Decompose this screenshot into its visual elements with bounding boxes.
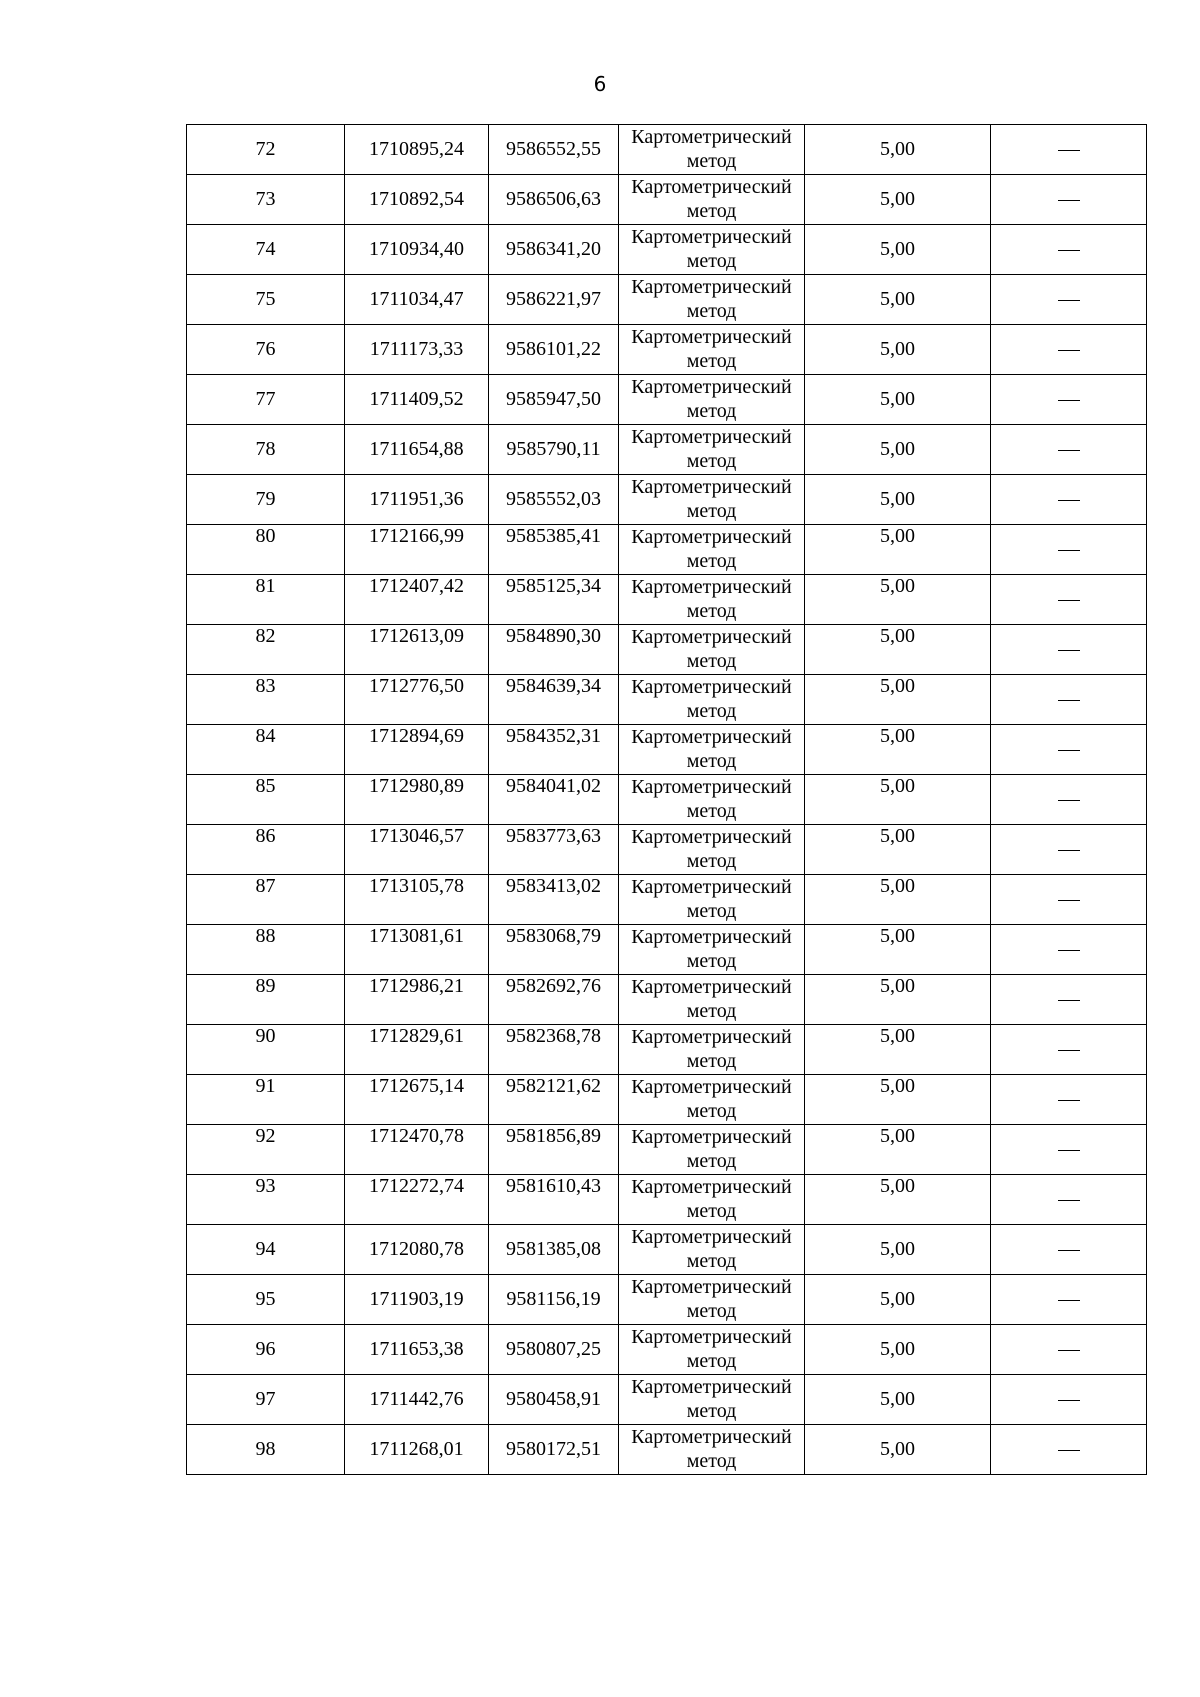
table-row <box>187 1125 1147 1175</box>
method-cell: Картометрический метод <box>619 1025 805 1075</box>
note-text <box>1080 238 1081 239</box>
method-cell: Картометрический метод <box>619 375 805 425</box>
x-coordinate-cell: 1712407,42 <box>345 575 489 625</box>
note-text <box>1080 638 1081 639</box>
precision-cell: 5,00 <box>805 825 991 875</box>
dash-mark <box>1058 750 1080 751</box>
method-cell: Картометрический метод <box>619 275 805 325</box>
dash-mark <box>1058 1250 1080 1251</box>
note-cell <box>991 1275 1147 1325</box>
x-coordinate-cell: 1711903,19 <box>345 1275 489 1325</box>
x-coordinate-cell: 1712613,09 <box>345 625 489 675</box>
table-row <box>187 1275 1147 1325</box>
dash-mark <box>1058 350 1080 351</box>
y-coordinate-cell: 9584639,34 <box>489 675 619 725</box>
table-row <box>187 125 1147 175</box>
table-row <box>187 725 1147 775</box>
x-coordinate-cell: 1711653,38 <box>345 1325 489 1375</box>
x-coordinate-cell: 1712080,78 <box>345 1225 489 1275</box>
point-number-cell: 80 <box>187 525 345 575</box>
note-text <box>1080 688 1081 689</box>
precision-cell: 5,00 <box>805 325 991 375</box>
precision-cell: 5,00 <box>805 975 991 1025</box>
dash-mark <box>1058 600 1080 601</box>
x-coordinate-cell: 1710892,54 <box>345 175 489 225</box>
dash-mark <box>1058 250 1080 251</box>
point-number-cell: 98 <box>187 1425 345 1475</box>
note-cell <box>991 125 1147 175</box>
point-number-cell: 91 <box>187 1075 345 1125</box>
method-cell: Картометрический метод <box>619 875 805 925</box>
precision-cell: 5,00 <box>805 125 991 175</box>
note-cell <box>991 725 1147 775</box>
point-number-cell: 73 <box>187 175 345 225</box>
note-cell <box>991 225 1147 275</box>
y-coordinate-cell: 9581856,89 <box>489 1125 619 1175</box>
x-coordinate-cell: 1710895,24 <box>345 125 489 175</box>
dash-mark <box>1058 1100 1080 1101</box>
note-text <box>1080 438 1081 439</box>
note-text <box>1080 1188 1081 1189</box>
dash-mark <box>1058 950 1080 951</box>
x-coordinate-cell: 1712829,61 <box>345 1025 489 1075</box>
dash-mark <box>1058 550 1080 551</box>
note-text <box>1080 988 1081 989</box>
method-cell: Картометрический метод <box>619 625 805 675</box>
y-coordinate-cell: 9586506,63 <box>489 175 619 225</box>
point-number-cell: 92 <box>187 1125 345 1175</box>
y-coordinate-cell: 9581610,43 <box>489 1175 619 1225</box>
table-row <box>187 1075 1147 1125</box>
point-number-cell: 82 <box>187 625 345 675</box>
table-row <box>187 1375 1147 1425</box>
table-row <box>187 975 1147 1025</box>
note-text <box>1080 138 1081 139</box>
method-cell: Картометрический метод <box>619 925 805 975</box>
precision-cell: 5,00 <box>805 225 991 275</box>
y-coordinate-cell: 9580172,51 <box>489 1425 619 1475</box>
method-cell: Картометрический метод <box>619 1175 805 1225</box>
dash-mark <box>1058 850 1080 851</box>
table-row <box>187 375 1147 425</box>
x-coordinate-cell: 1711034,47 <box>345 275 489 325</box>
precision-cell: 5,00 <box>805 675 991 725</box>
y-coordinate-cell: 9583773,63 <box>489 825 619 875</box>
x-coordinate-cell: 1711442,76 <box>345 1375 489 1425</box>
note-cell <box>991 375 1147 425</box>
dash-mark <box>1058 1400 1080 1401</box>
precision-cell: 5,00 <box>805 1425 991 1475</box>
method-cell: Картометрический метод <box>619 1125 805 1175</box>
note-text <box>1080 738 1081 739</box>
x-coordinate-cell: 1710934,40 <box>345 225 489 275</box>
note-text <box>1080 1438 1081 1439</box>
coordinates-table-body <box>187 125 1147 1475</box>
note-text <box>1080 488 1081 489</box>
dash-mark <box>1058 1300 1080 1301</box>
precision-cell: 5,00 <box>805 425 991 475</box>
precision-cell: 5,00 <box>805 1025 991 1075</box>
point-number-cell: 79 <box>187 475 345 525</box>
method-cell: Картометрический метод <box>619 1275 805 1325</box>
x-coordinate-cell: 1713105,78 <box>345 875 489 925</box>
y-coordinate-cell: 9580807,25 <box>489 1325 619 1375</box>
y-coordinate-cell: 9581156,19 <box>489 1275 619 1325</box>
dash-mark <box>1058 300 1080 301</box>
method-cell: Картометрический метод <box>619 325 805 375</box>
y-coordinate-cell: 9580458,91 <box>489 1375 619 1425</box>
point-number-cell: 81 <box>187 575 345 625</box>
method-cell: Картометрический метод <box>619 775 805 825</box>
note-text <box>1080 938 1081 939</box>
point-number-cell: 83 <box>187 675 345 725</box>
x-coordinate-cell: 1712470,78 <box>345 1125 489 1175</box>
y-coordinate-cell: 9586341,20 <box>489 225 619 275</box>
note-cell <box>991 675 1147 725</box>
note-text <box>1080 838 1081 839</box>
method-cell: Картометрический метод <box>619 525 805 575</box>
method-cell: Картометрический метод <box>619 725 805 775</box>
table-row <box>187 875 1147 925</box>
x-coordinate-cell: 1713046,57 <box>345 825 489 875</box>
dash-mark <box>1058 450 1080 451</box>
precision-cell: 5,00 <box>805 275 991 325</box>
method-cell: Картометрический метод <box>619 1425 805 1475</box>
precision-cell: 5,00 <box>805 1125 991 1175</box>
x-coordinate-cell: 1712272,74 <box>345 1175 489 1225</box>
dash-mark <box>1058 500 1080 501</box>
note-text <box>1080 388 1081 389</box>
note-text <box>1080 188 1081 189</box>
method-cell: Картометрический метод <box>619 225 805 275</box>
dash-mark <box>1058 900 1080 901</box>
y-coordinate-cell: 9585552,03 <box>489 475 619 525</box>
precision-cell: 5,00 <box>805 875 991 925</box>
note-cell <box>991 1125 1147 1175</box>
method-cell: Картометрический метод <box>619 825 805 875</box>
method-cell: Картометрический метод <box>619 475 805 525</box>
point-number-cell: 95 <box>187 1275 345 1325</box>
x-coordinate-cell: 1711173,33 <box>345 325 489 375</box>
point-number-cell: 77 <box>187 375 345 425</box>
point-number-cell: 84 <box>187 725 345 775</box>
point-number-cell: 89 <box>187 975 345 1025</box>
point-number-cell: 87 <box>187 875 345 925</box>
table-row <box>187 1025 1147 1075</box>
point-number-cell: 74 <box>187 225 345 275</box>
y-coordinate-cell: 9584890,30 <box>489 625 619 675</box>
point-number-cell: 75 <box>187 275 345 325</box>
x-coordinate-cell: 1711654,88 <box>345 425 489 475</box>
x-coordinate-cell: 1712894,69 <box>345 725 489 775</box>
precision-cell: 5,00 <box>805 1075 991 1125</box>
note-text <box>1080 1338 1081 1339</box>
note-cell <box>991 525 1147 575</box>
point-number-cell: 96 <box>187 1325 345 1375</box>
note-cell <box>991 825 1147 875</box>
precision-cell: 5,00 <box>805 375 991 425</box>
dash-mark <box>1058 1150 1080 1151</box>
y-coordinate-cell: 9586101,22 <box>489 325 619 375</box>
precision-cell: 5,00 <box>805 625 991 675</box>
y-coordinate-cell: 9581385,08 <box>489 1225 619 1275</box>
note-text <box>1080 1088 1081 1089</box>
method-cell: Картометрический метод <box>619 175 805 225</box>
table-row <box>187 175 1147 225</box>
coordinates-table <box>186 124 1147 1475</box>
precision-cell: 5,00 <box>805 1225 991 1275</box>
method-cell: Картометрический метод <box>619 1225 805 1275</box>
precision-cell: 5,00 <box>805 925 991 975</box>
note-cell <box>991 875 1147 925</box>
precision-cell: 5,00 <box>805 525 991 575</box>
x-coordinate-cell: 1712986,21 <box>345 975 489 1025</box>
dash-mark <box>1058 1000 1080 1001</box>
precision-cell: 5,00 <box>805 1325 991 1375</box>
note-cell <box>991 1425 1147 1475</box>
note-text <box>1080 1388 1081 1389</box>
dash-mark <box>1058 400 1080 401</box>
precision-cell: 5,00 <box>805 1275 991 1325</box>
table-row <box>187 275 1147 325</box>
x-coordinate-cell: 1711409,52 <box>345 375 489 425</box>
note-cell <box>991 775 1147 825</box>
note-cell <box>991 175 1147 225</box>
precision-cell: 5,00 <box>805 1375 991 1425</box>
dash-mark <box>1058 1350 1080 1351</box>
note-cell <box>991 975 1147 1025</box>
method-cell: Картометрический метод <box>619 1325 805 1375</box>
dash-mark <box>1058 700 1080 701</box>
page-number: 6 <box>593 72 607 96</box>
precision-cell: 5,00 <box>805 1175 991 1225</box>
table-row <box>187 225 1147 275</box>
x-coordinate-cell: 1711268,01 <box>345 1425 489 1475</box>
dash-mark <box>1058 800 1080 801</box>
precision-cell: 5,00 <box>805 725 991 775</box>
note-cell <box>991 1175 1147 1225</box>
note-cell <box>991 625 1147 675</box>
method-cell: Картометрический метод <box>619 575 805 625</box>
x-coordinate-cell: 1712980,89 <box>345 775 489 825</box>
point-number-cell: 97 <box>187 1375 345 1425</box>
note-cell <box>991 475 1147 525</box>
y-coordinate-cell: 9586221,97 <box>489 275 619 325</box>
note-text <box>1080 1288 1081 1289</box>
note-text <box>1080 888 1081 889</box>
table-row <box>187 825 1147 875</box>
method-cell: Картометрический метод <box>619 425 805 475</box>
point-number-cell: 72 <box>187 125 345 175</box>
point-number-cell: 78 <box>187 425 345 475</box>
dash-mark <box>1058 1450 1080 1451</box>
table-row <box>187 1225 1147 1275</box>
dash-mark <box>1058 200 1080 201</box>
table-row <box>187 1175 1147 1225</box>
precision-cell: 5,00 <box>805 575 991 625</box>
method-cell: Картометрический метод <box>619 975 805 1025</box>
table-row <box>187 925 1147 975</box>
table-row <box>187 675 1147 725</box>
method-cell: Картометрический метод <box>619 125 805 175</box>
point-number-cell: 86 <box>187 825 345 875</box>
table-row <box>187 325 1147 375</box>
y-coordinate-cell: 9583068,79 <box>489 925 619 975</box>
method-cell: Картометрический метод <box>619 1075 805 1125</box>
point-number-cell: 93 <box>187 1175 345 1225</box>
method-cell: Картометрический метод <box>619 675 805 725</box>
point-number-cell: 85 <box>187 775 345 825</box>
point-number-cell: 88 <box>187 925 345 975</box>
note-cell <box>991 1225 1147 1275</box>
note-cell <box>991 1025 1147 1075</box>
table-row <box>187 1325 1147 1375</box>
note-cell <box>991 275 1147 325</box>
note-cell <box>991 1075 1147 1125</box>
y-coordinate-cell: 9584352,31 <box>489 725 619 775</box>
table-row <box>187 475 1147 525</box>
point-number-cell: 76 <box>187 325 345 375</box>
precision-cell: 5,00 <box>805 775 991 825</box>
table-row <box>187 775 1147 825</box>
x-coordinate-cell: 1713081,61 <box>345 925 489 975</box>
y-coordinate-cell: 9583413,02 <box>489 875 619 925</box>
x-coordinate-cell: 1712776,50 <box>345 675 489 725</box>
note-text <box>1080 1038 1081 1039</box>
note-text <box>1080 288 1081 289</box>
note-cell <box>991 425 1147 475</box>
note-cell <box>991 575 1147 625</box>
precision-cell: 5,00 <box>805 475 991 525</box>
note-text <box>1080 1138 1081 1139</box>
x-coordinate-cell: 1711951,36 <box>345 475 489 525</box>
table-row <box>187 525 1147 575</box>
y-coordinate-cell: 9582121,62 <box>489 1075 619 1125</box>
point-number-cell: 90 <box>187 1025 345 1075</box>
table-row <box>187 1425 1147 1475</box>
note-cell <box>991 325 1147 375</box>
y-coordinate-cell: 9582692,76 <box>489 975 619 1025</box>
y-coordinate-cell: 9582368,78 <box>489 1025 619 1075</box>
table-row <box>187 625 1147 675</box>
dash-mark <box>1058 1050 1080 1051</box>
note-text <box>1080 788 1081 789</box>
method-cell: Картометрический метод <box>619 1375 805 1425</box>
note-text <box>1080 538 1081 539</box>
x-coordinate-cell: 1712166,99 <box>345 525 489 575</box>
note-cell <box>991 1375 1147 1425</box>
dash-mark <box>1058 150 1080 151</box>
y-coordinate-cell: 9586552,55 <box>489 125 619 175</box>
y-coordinate-cell: 9585385,41 <box>489 525 619 575</box>
point-number-cell: 94 <box>187 1225 345 1275</box>
note-text <box>1080 1238 1081 1239</box>
y-coordinate-cell: 9584041,02 <box>489 775 619 825</box>
y-coordinate-cell: 9585125,34 <box>489 575 619 625</box>
table-row <box>187 575 1147 625</box>
note-cell <box>991 1325 1147 1375</box>
precision-cell: 5,00 <box>805 175 991 225</box>
x-coordinate-cell: 1712675,14 <box>345 1075 489 1125</box>
note-text <box>1080 588 1081 589</box>
y-coordinate-cell: 9585947,50 <box>489 375 619 425</box>
table-row <box>187 425 1147 475</box>
dash-mark <box>1058 1200 1080 1201</box>
dash-mark <box>1058 650 1080 651</box>
note-text <box>1080 338 1081 339</box>
y-coordinate-cell: 9585790,11 <box>489 425 619 475</box>
note-cell <box>991 925 1147 975</box>
